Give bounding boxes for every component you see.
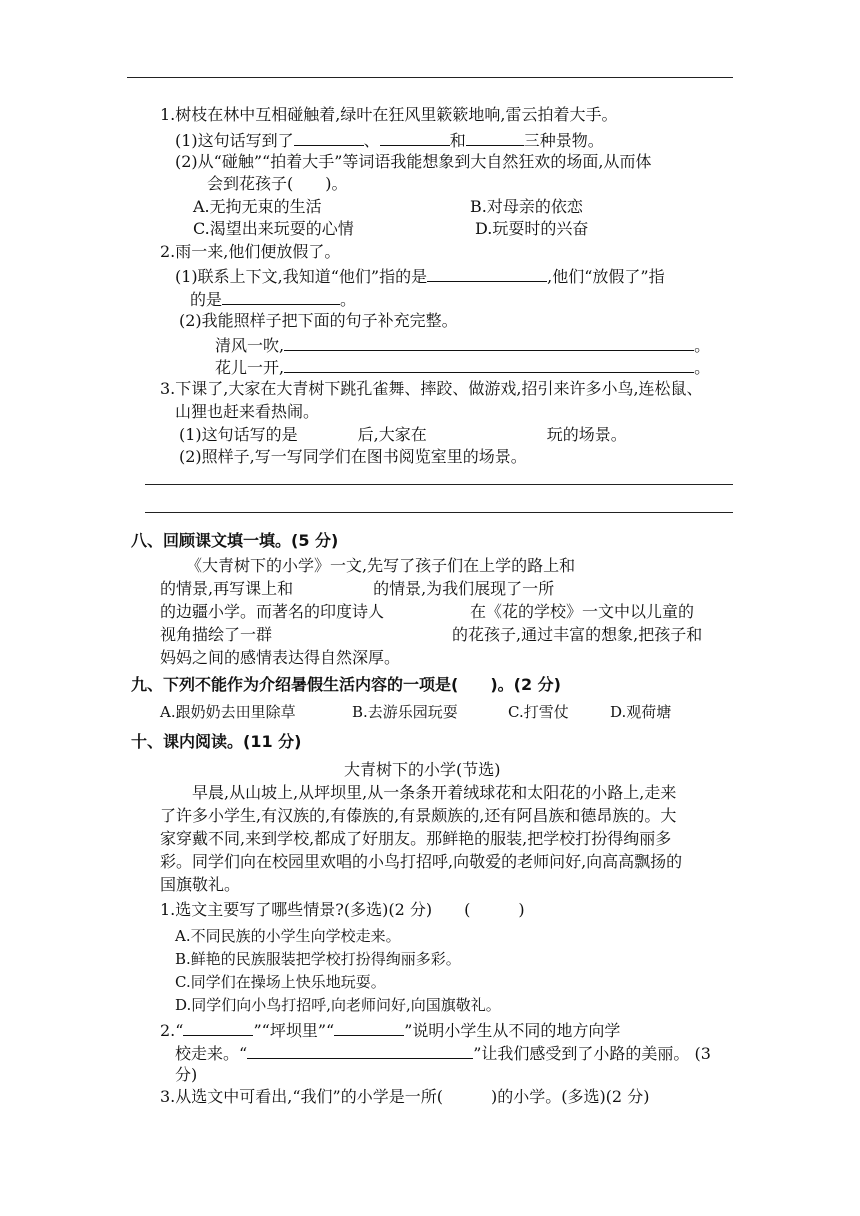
blank[interactable] (466, 131, 524, 146)
q2-part1-line1: (1)联系上下文,我知道“他们”指的是 ,他们“放假了”指 (175, 267, 665, 286)
blank[interactable] (427, 267, 547, 282)
s10-q1-option-a[interactable]: A.不同民族的小学生向学校走来。 (175, 927, 401, 945)
q2-part1-line2: 的是 。 (190, 290, 357, 309)
q3-part2: (2)照样子,写一写同学们在图书阅览室里的场景。 (179, 447, 527, 466)
blank[interactable] (294, 131, 364, 146)
section-8-line3: 的边疆小学。而著名的印度诗人 在《花的学校》一文中以儿童的 (160, 602, 695, 621)
blank[interactable] (334, 1021, 404, 1036)
q3-part1: (1)这句话写的是 后,大家在 玩的场景。 (179, 425, 627, 444)
section-8-line5: 妈妈之间的感情表达得自然深厚。 (160, 648, 401, 667)
s9-option-c[interactable]: C.打雪仗 (508, 703, 569, 721)
blank[interactable] (284, 358, 694, 373)
section-8-line2: 的情景,再写课上和 的情景,为我们展现了一所 (160, 579, 555, 598)
section-8-line1: 《大青树下的小学》一文,先写了孩子们在上学的路上和 (186, 556, 576, 575)
q1-part2-line1: (2)从“碰触”“拍着大手”等词语我能想象到大自然狂欢的场面,从而体 (175, 152, 652, 171)
passage-line: 了许多小学生,有汉族的,有傣族的,有景颇族的,还有阿昌族和德昂族的。大 (160, 806, 677, 825)
passage-line: 家穿戴不同,来到学校,都成了好朋友。那鲜艳的服装,把学校打扮得绚丽多 (160, 829, 672, 848)
s10-q1-option-b[interactable]: B.鲜艳的民族服装把学校打扮得绚丽多彩。 (175, 950, 461, 968)
q2-stem: 2.雨一来,他们便放假了。 (160, 242, 341, 261)
q1-option-b[interactable]: B.对母亲的依恋 (470, 197, 583, 216)
s10-q2-line3: 分) (175, 1065, 198, 1084)
s10-q1-stem: 1.选文主要写了哪些情景?(多选)(2 分) ( ) (160, 900, 525, 919)
q2-example1: 清风一吹, 。 (215, 336, 711, 355)
q1-part1: (1)这句话写到了 、 和 三种景物。 (175, 131, 604, 150)
s10-q2-line1: 2.“ ”“坪坝里”“ ”说明小学生从不同的地方向学 (160, 1021, 621, 1040)
s10-q1-option-d[interactable]: D.同学们向小鸟打招呼,向老师问好,向国旗敬礼。 (175, 996, 501, 1014)
blank[interactable] (380, 131, 450, 146)
passage-line: 早晨,从山坡上,从坪坝里,从一条条开着绒球花和太阳花的小路上,走来 (192, 783, 677, 802)
q3-stem-line2: 山狸也赶来看热闹。 (175, 402, 320, 421)
blank[interactable] (247, 1044, 473, 1059)
section-8-line4: 视角描绘了一群 的花孩子,通过丰富的想象,把孩子和 (160, 625, 703, 644)
passage-line: 国旗敬礼。 (160, 875, 241, 894)
q1-stem: 1.树枝在林中互相碰触着,绿叶在狂风里簌簌地响,雷云拍着大手。 (160, 105, 618, 124)
s9-option-a[interactable]: A.跟奶奶去田里除草 (160, 703, 296, 721)
s9-option-d[interactable]: D.观荷塘 (610, 703, 672, 721)
answer-line[interactable] (145, 484, 733, 485)
section-8-title: 八、回顾课文填一填。(5 分) (131, 531, 339, 550)
q1-option-a[interactable]: A.无拘无束的生活 (193, 197, 322, 216)
s10-q1-option-c[interactable]: C.同学们在操场上快乐地玩耍。 (175, 973, 386, 991)
q1-option-d[interactable]: D.玩耍时的兴奋 (475, 219, 589, 238)
answer-line[interactable] (145, 512, 733, 513)
top-rule (127, 77, 733, 78)
section-10-title: 十、课内阅读。(11 分) (131, 732, 302, 751)
q3-stem-line1: 3.下课了,大家在大青树下跳孔雀舞、摔跤、做游戏,招引来许多小鸟,连松鼠、 (160, 379, 703, 398)
s9-option-b[interactable]: B.去游乐园玩耍 (352, 703, 458, 721)
passage-title: 大青树下的小学(节选) (344, 760, 501, 779)
blank[interactable] (183, 1021, 253, 1036)
s10-q3-stem: 3.从选文中可看出,“我们”的小学是一所( )的小学。(多选)(2 分) (160, 1087, 650, 1106)
section-9-title: 九、下列不能作为介绍暑假生活内容的一项是( )。(2 分) (131, 675, 561, 694)
blank[interactable] (284, 336, 694, 351)
q1-part2-line2: 会到花孩子( )。 (207, 174, 348, 193)
s10-q2-line2: 校走来。“ ”让我们感受到了小路的美丽。 (3 (175, 1044, 711, 1063)
passage-line: 彩。同学们向在校园里欢唱的小鸟打招呼,向敬爱的老师问好,向高高飘扬的 (160, 852, 683, 871)
q2-part2: (2)我能照样子把下面的句子补充完整。 (179, 311, 458, 330)
blank[interactable] (222, 290, 340, 305)
q1-option-c[interactable]: C.渴望出来玩耍的心情 (193, 219, 354, 238)
q2-example2: 花儿一开, 。 (215, 358, 711, 377)
